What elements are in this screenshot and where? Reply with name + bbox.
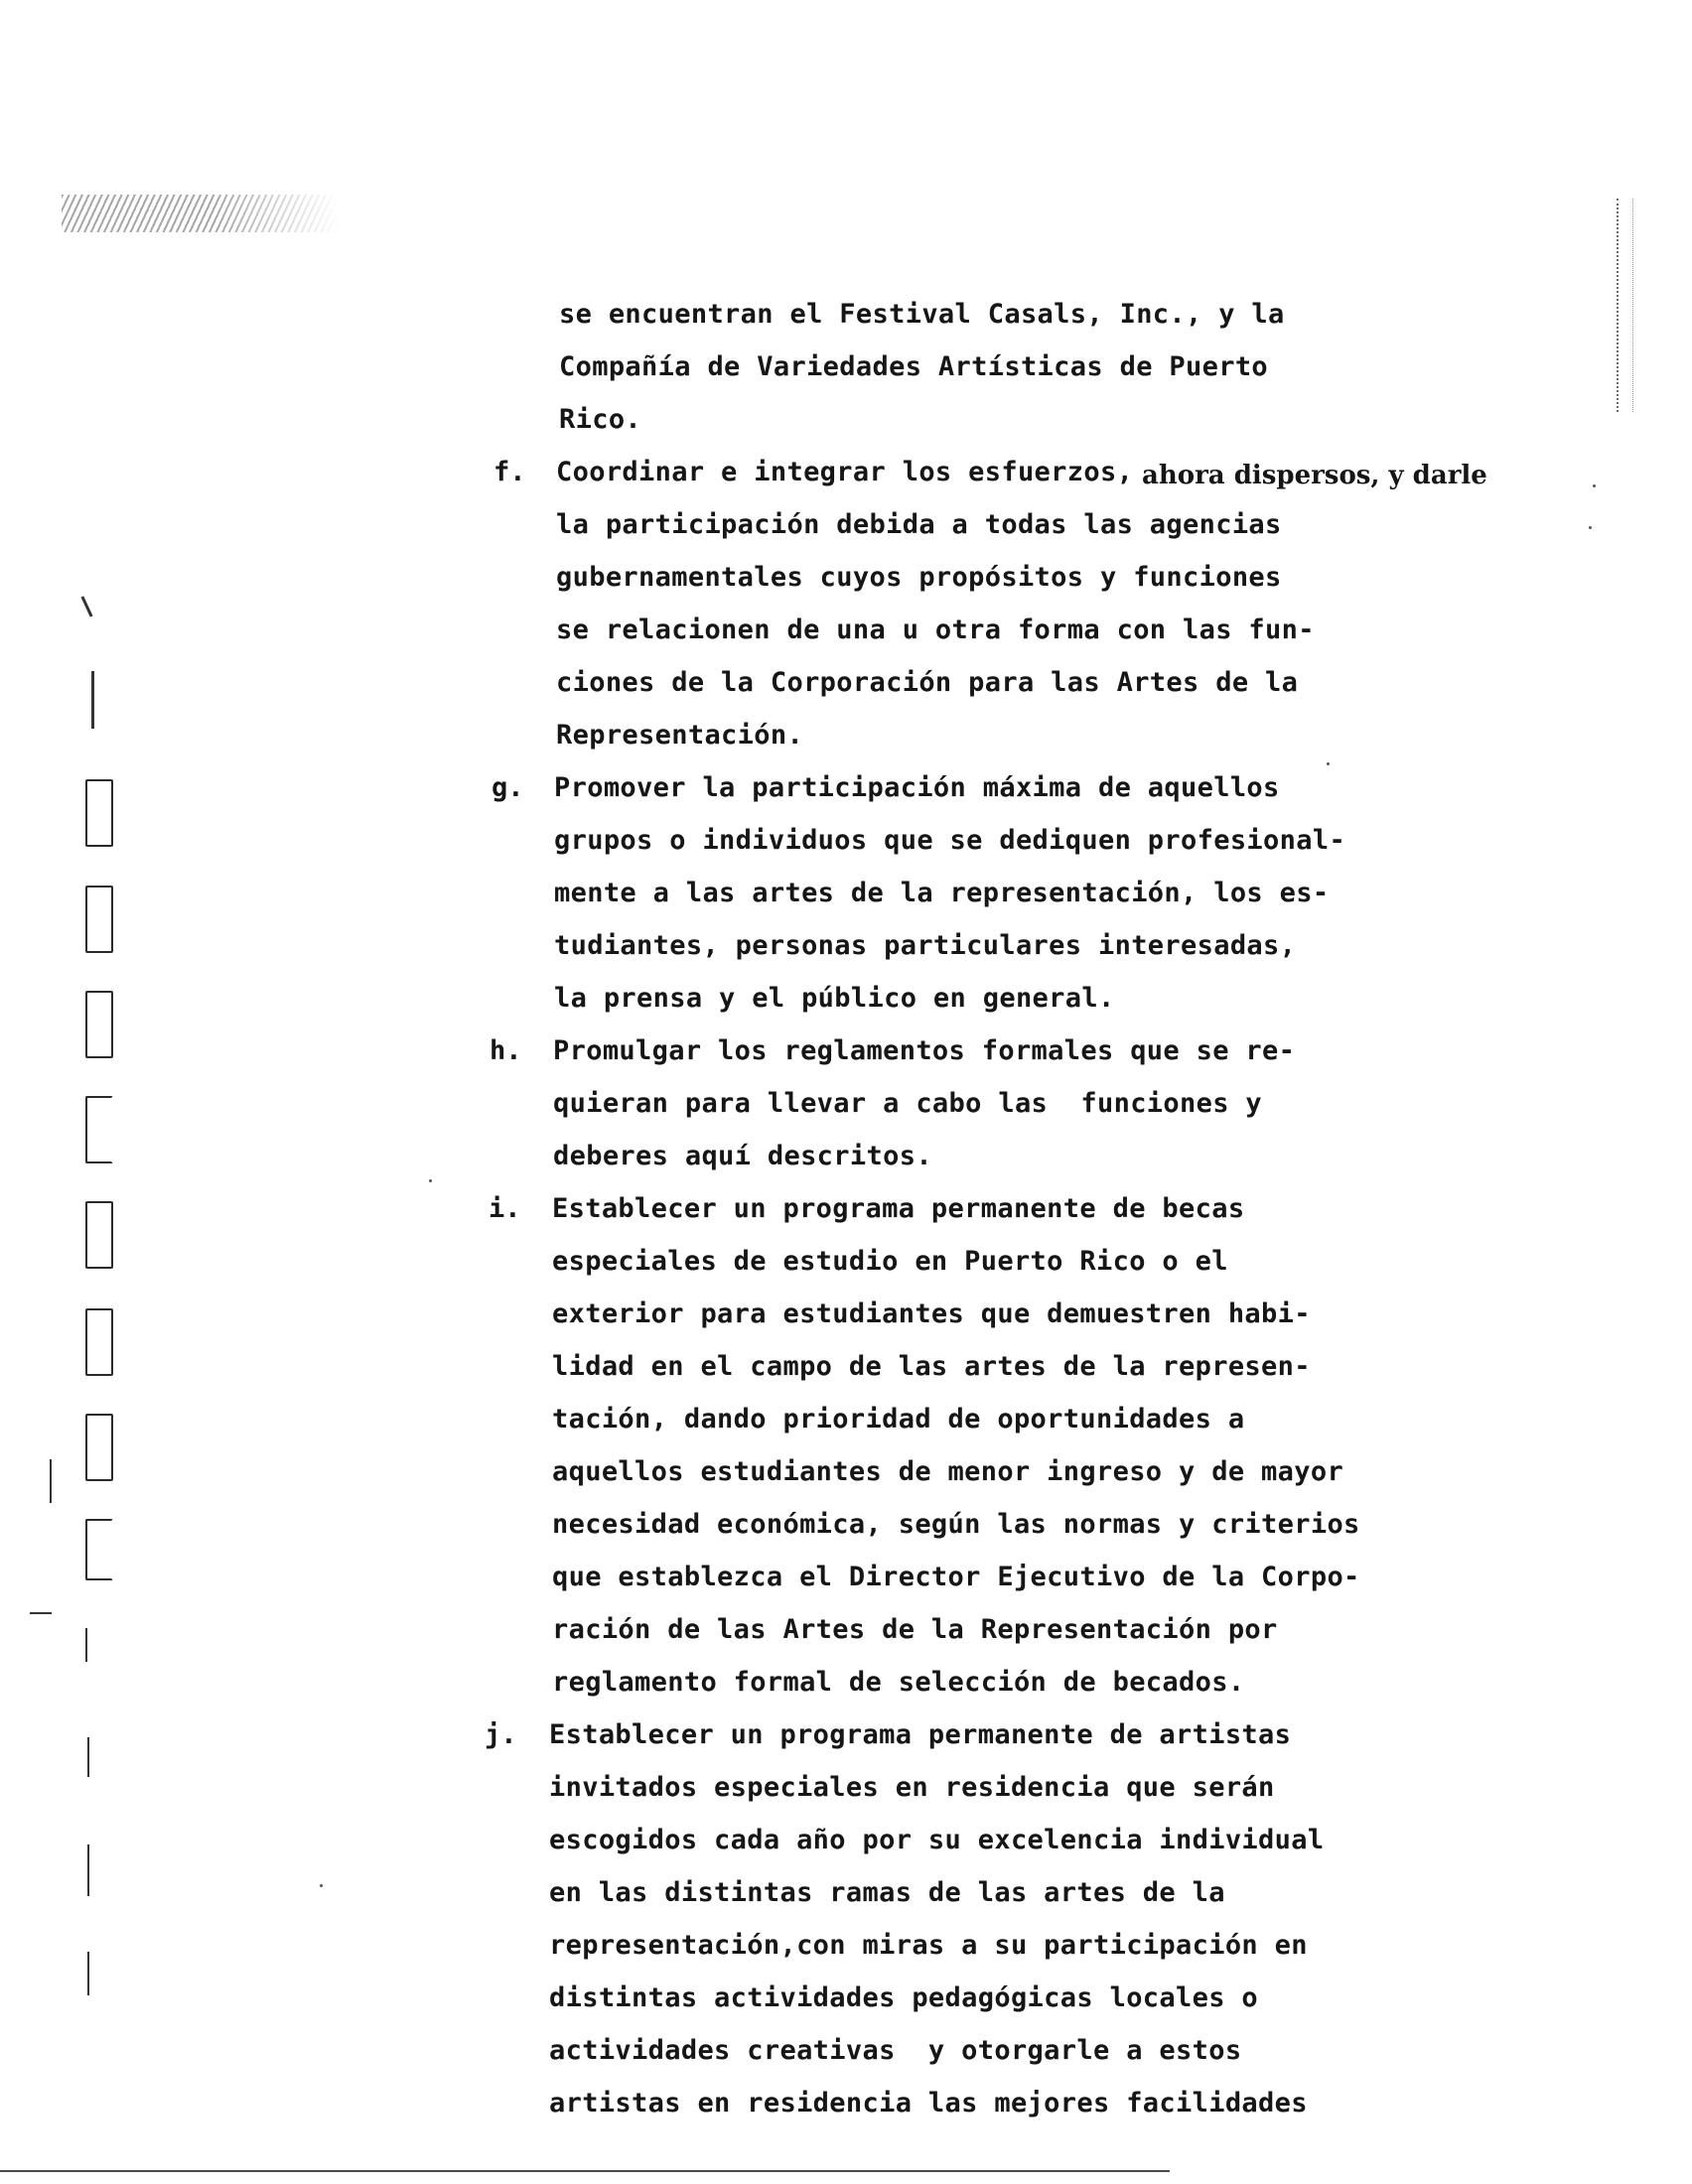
- text-line: representación,con miras a su participación en: [549, 1930, 1308, 1961]
- scan-noise-mark: [62, 195, 340, 232]
- scan-speck: [320, 1884, 323, 1887]
- text-line: ración de las Artes de la Representación por: [552, 1614, 1278, 1645]
- text-line: Coordinar e integrar los esfuerzos,: [556, 457, 1134, 487]
- text-line: la prensa y el público en general.: [554, 983, 1115, 1014]
- text-line: grupos o individuos que se dediquen profesional-: [554, 825, 1346, 856]
- scan-speck: [1593, 484, 1596, 487]
- text-line: la participación debida a todas las agencias: [556, 509, 1282, 540]
- text-line: reglamento formal de selección de becados.: [552, 1667, 1245, 1698]
- text-line: mente a las artes de la representación, los es-: [554, 878, 1330, 908]
- text-line: exterior para estudiantes que demuestren habi-: [552, 1298, 1311, 1329]
- text-line: se relacionen de una u otra forma con las fun-: [556, 614, 1315, 645]
- text-line: necesidad económica, según las normas y criterios: [552, 1509, 1360, 1540]
- margin-tick-mark: [87, 1952, 89, 1995]
- margin-tick-mark: [50, 1459, 52, 1503]
- binder-tick-mark: [80, 596, 92, 616]
- margin-tick-mark: [87, 1737, 89, 1777]
- text-line: especiales de estudio en Puerto Rico o el: [552, 1246, 1228, 1277]
- text-line: Establecer un programa permanente de artistas: [549, 1719, 1292, 1750]
- text-line: artistas en residencia las mejores facilidades: [549, 2088, 1308, 2118]
- item-marker: g.: [492, 772, 524, 803]
- margin-dash-mark: [30, 1612, 52, 1614]
- text-line: que establezca el Director Ejecutivo de la Corpo-: [552, 1562, 1360, 1592]
- margin-tick-mark: [85, 1628, 87, 1662]
- text-line: Establecer un programa permanente de becas: [552, 1193, 1245, 1224]
- binder-hole-mark: [85, 991, 113, 1058]
- text-line: tación, dando prioridad de oportunidades a: [552, 1404, 1245, 1434]
- text-line: invitados especiales en residencia que serán: [549, 1772, 1275, 1803]
- binder-hole-mark: [85, 1414, 113, 1481]
- margin-tick-mark: [87, 1844, 89, 1896]
- text-line: gubernamentales cuyos propósitos y funciones: [556, 562, 1282, 593]
- binder-hole-mark: [85, 1096, 113, 1163]
- text-line: tudiantes, personas particulares interesadas,: [554, 930, 1297, 961]
- text-line: distintas actividades pedagógicas locales o: [549, 1982, 1259, 2013]
- text-line: quieran para llevar a cabo las funciones y: [553, 1088, 1263, 1119]
- text-line: aquellos estudiantes de menor ingreso y de mayor: [552, 1456, 1344, 1487]
- binder-line-mark: [91, 671, 94, 729]
- text-line: Promulgar los reglamentos formales que se re-: [553, 1035, 1296, 1066]
- scan-edge-marks: [1617, 199, 1633, 412]
- text-line: Representación.: [556, 720, 804, 751]
- text-line: lidad en el campo de las artes de la represen-: [552, 1351, 1311, 1382]
- text-line: Compañía de Variedades Artísticas de Puerto: [559, 351, 1269, 382]
- bottom-rule: [0, 2170, 1170, 2172]
- text-line: Rico.: [559, 404, 642, 435]
- binder-hole-mark: [85, 1201, 113, 1269]
- item-marker: j.: [485, 1719, 517, 1750]
- binder-hole-mark: [85, 886, 113, 953]
- handwritten-insert: ahora dispersos, y darle: [1142, 461, 1487, 490]
- item-marker: h.: [490, 1035, 522, 1066]
- binder-hole-mark: [85, 1519, 113, 1580]
- binder-hole-mark: [85, 779, 113, 847]
- text-line: Promover la participación máxima de aquellos: [554, 772, 1280, 803]
- text-line: actividades creativas y otorgarle a estos: [549, 2035, 1242, 2066]
- scan-speck: [1327, 762, 1330, 765]
- scan-speck: [429, 1179, 432, 1182]
- text-line: escogidos cada año por su excelencia individual: [549, 1825, 1325, 1855]
- text-line: ciones de la Corporación para las Artes de la: [556, 667, 1299, 698]
- text-line: se encuentran el Festival Casals, Inc., y la: [559, 299, 1285, 330]
- text-line: deberes aquí descritos.: [553, 1141, 932, 1171]
- scan-speck: [1589, 526, 1592, 529]
- text-line: en las distintas ramas de las artes de la: [549, 1877, 1225, 1908]
- item-marker: f.: [494, 457, 526, 487]
- binder-hole-mark: [85, 1308, 113, 1376]
- item-marker: i.: [489, 1193, 521, 1224]
